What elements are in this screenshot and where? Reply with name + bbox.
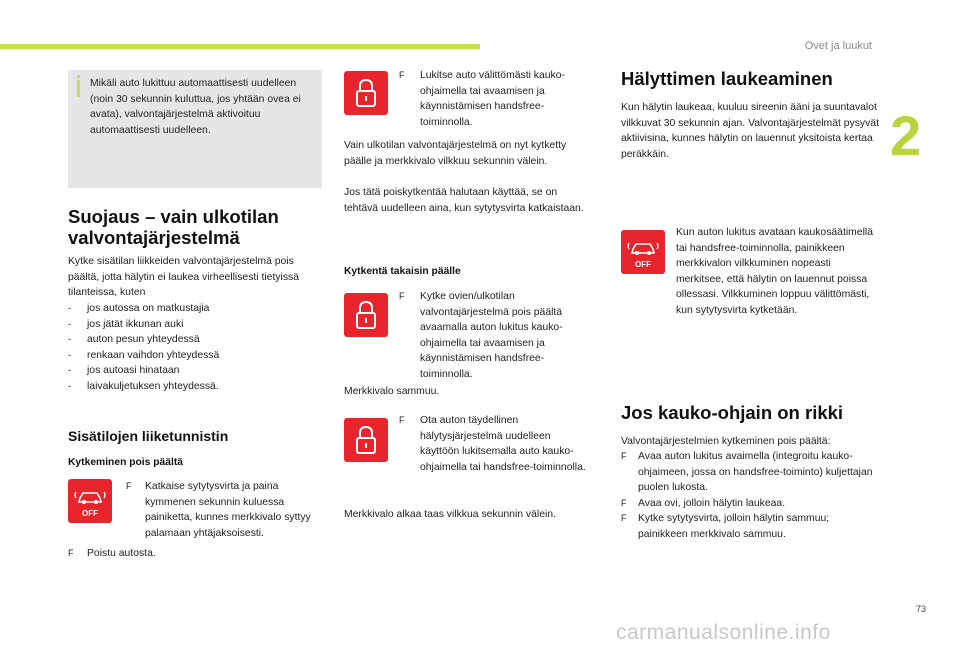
alarm-off-indicator-icon xyxy=(621,230,665,274)
para-alarm-triggered: Kun hälytin laukeaa, kuuluu sireenin ääni ja suuntavalot vilkkuvat 30 sekunnin ajan. Valvontajärjestelmät pysyvät aktiivisina, kunnes hälytin on lauennut yksitoista kertaa peräkkäin. xyxy=(621,102,879,160)
list-item-text: Kytke sytytysvirta, jolloin hälytin sammuu; painikkeen merkkivalo sammuu. xyxy=(638,513,830,540)
para-indicator-blink: Kun auton lukitus avataan kaukosäätimellä tai handsfree-toiminnolla, painikkeen merkkivalon vilkkuminen nopeasti merkitsee, että hälytin on lauennut poissa ollessasi. Vilkkuminen loppuu välittömästi, kun sytytysvirta kytketään. xyxy=(676,227,873,316)
info-text: Mikäli auto lukittuu automaattisesti uudelleen (noin 30 sekunnin kuluttua, jos yhtään ovea ei avata), valvontajärjestelmä aktivoituu automaattisesti uudelleen. xyxy=(90,78,301,136)
list-item xyxy=(68,301,323,317)
unlock-button-icon xyxy=(344,293,388,337)
intro-text: Kytke sisätilan liikkeiden valvontajärjestelmä pois päältä, jotta hälytin ei laukea virheellisesti tietyissä tilanteissa, kuten xyxy=(68,256,300,298)
bullet-glyph: F xyxy=(399,291,405,301)
alarm-off-button-icon xyxy=(68,479,112,523)
step-text: Katkaise sytytysvirta ja paina kymmenen sekunnin kuluessa painiketta, kunnes merkkivalo syttyy palamaan yhtäjaksoisesti. xyxy=(145,481,311,539)
list-item-text: jos jätät ikkunan auki xyxy=(87,318,184,330)
subheading-switch-back-on: Kytkentä takaisin päälle xyxy=(344,266,461,277)
step-text: Poistu autosta. xyxy=(87,548,156,559)
heading-exterior-only: Suojaus – vain ulkotilan valvontajärjestelmä xyxy=(68,206,279,248)
chapter-number: 2 xyxy=(890,104,922,167)
step-text: Kytke ovien/ulkotilan valvontajärjestelmä pois päältä avaamalla auton lukitus kauko-ohjaimella tai avaamisen ja käynnistämisen handsfree-toiminnolla. xyxy=(420,291,563,380)
list-item xyxy=(68,317,323,333)
step-full-alarm xyxy=(399,413,591,475)
dash-bullet: - xyxy=(68,380,71,391)
bullet-glyph: F xyxy=(621,451,627,461)
heading-remote-broken: Jos kauko-ohjain on rikki xyxy=(621,402,844,423)
list-item xyxy=(621,496,879,512)
bullet-glyph: F xyxy=(68,548,74,558)
list-item xyxy=(621,449,879,496)
step-unlock xyxy=(399,289,591,382)
list-item-text: laivakuljetuksen yhteydessä. xyxy=(87,380,219,392)
off-label: OFF xyxy=(635,260,651,269)
step-lock xyxy=(399,68,591,130)
para-repeat: Jos tätä poiskytkentää halutaan käyttää, se on tehtävä uudelleen aina, kun sytytysvirta katkaistaan. xyxy=(344,187,584,214)
situation-list xyxy=(68,301,323,394)
dash-bullet: - xyxy=(68,303,71,313)
para-exterior-active: Vain ulkotilan valvontajärjestelmä on nyt kytketty päälle ja merkkivalo vilkkuu sekunnin välein. xyxy=(344,140,567,167)
list-item-text: jos autossa on matkustajia xyxy=(87,303,210,314)
lock-button-icon xyxy=(344,71,388,115)
padlock-icon xyxy=(344,293,388,337)
list-item-text: Avaa auton lukitus avaimella (integroitu kauko-ohjaimeen, jossa on handsfree-toiminto) kuljettajan puolen lukosta. xyxy=(638,451,873,493)
padlock-icon xyxy=(344,418,388,462)
lamp-off-text: Merkkivalo sammuu. xyxy=(344,386,440,397)
dash-bullet: - xyxy=(68,349,71,360)
bullet-glyph: F xyxy=(621,497,627,508)
list-item-text: Avaa ovi, jolloin hälytin laukeaa. xyxy=(638,497,786,509)
list-item-text: jos autoasi hinataan xyxy=(87,365,180,376)
para-remote-broken: Valvontajärjestelmien kytkeminen pois päältä: xyxy=(621,436,831,447)
header-accent-bar xyxy=(0,44,480,49)
step-leave-car xyxy=(68,546,323,562)
relock-button-icon xyxy=(344,418,388,462)
dash-bullet: - xyxy=(68,318,71,329)
list-item xyxy=(68,332,323,348)
bullet-glyph: F xyxy=(399,415,405,425)
car-alarm-icon xyxy=(621,230,665,274)
heading-interior-sensor: Sisätilojen liiketunnistin xyxy=(68,428,229,444)
lamp-blink-text: Merkkivalo alkaa taas vilkkua sekunnin välein. xyxy=(344,509,556,520)
step-switch-off xyxy=(126,479,322,541)
list-item xyxy=(68,348,323,364)
car-alarm-icon xyxy=(68,479,112,523)
bullet-glyph: F xyxy=(621,513,627,523)
section-title: Ovet ja luukut xyxy=(804,40,872,52)
info-icon xyxy=(77,80,80,97)
dash-bullet: - xyxy=(68,365,71,375)
page-number: 73 xyxy=(916,604,927,614)
dash-bullet: - xyxy=(68,334,71,344)
list-item-text: auton pesun yhteydessä xyxy=(87,334,200,345)
step-text: Lukitse auto välittömästi kauko-ohjaimella tai avaamisen ja käynnistämisen handsfree-toiminnolla. xyxy=(420,70,565,128)
list-item xyxy=(68,363,323,379)
list-item-text: renkaan vaihdon yhteydessä xyxy=(87,349,220,361)
watermark: carmanualsonline.info xyxy=(616,621,831,644)
heading-alarm-triggered: Hälyttimen laukeaminen xyxy=(621,68,833,89)
bullet-glyph: F xyxy=(126,481,132,491)
list-item xyxy=(68,379,323,395)
list-item xyxy=(621,511,879,542)
remote-broken-steps xyxy=(621,449,879,542)
bullet-glyph: F xyxy=(399,70,405,80)
padlock-icon xyxy=(344,71,388,115)
off-label: OFF xyxy=(82,509,98,518)
subheading-switch-off: Kytkeminen pois päältä xyxy=(68,457,184,468)
step-text: Ota auton täydellinen hälytysjärjestelmä uudelleen käyttöön lukitsemalla auto kauko-ohjaimella tai handsfree-toiminnolla. xyxy=(420,415,586,473)
